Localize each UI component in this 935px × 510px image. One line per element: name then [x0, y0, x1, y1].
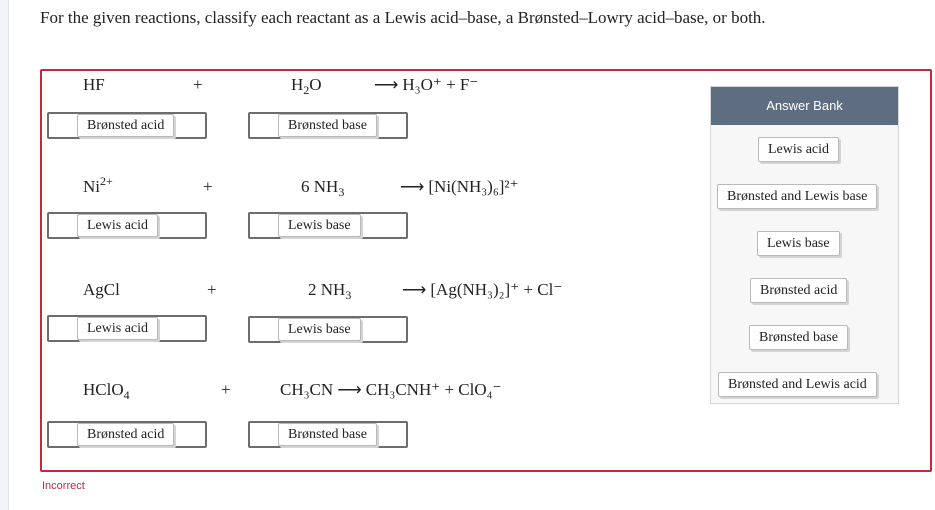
- reaction-4-dropzone-1[interactable]: [47, 421, 207, 448]
- reaction-4-reactant-1: [83, 380, 130, 400]
- reaction-3-products-text: [Ag(NH₃)₂]⁺ + Cl⁻: [430, 280, 563, 299]
- placed-answer-chip[interactable]: Lewis base: [278, 214, 361, 237]
- reaction-4-reactant-2: CH₃CN: [280, 380, 334, 399]
- placed-answer-chip[interactable]: Brønsted base: [278, 114, 377, 137]
- question-text: For the given reactions, classify each reactant as a Lewis acid–base, a Brønsted–Lowry acid–base, or both.: [40, 8, 766, 27]
- reaction-1-arrow: ⟶: [374, 75, 399, 94]
- reaction-2-arrow: ⟶: [400, 177, 425, 196]
- reaction-2-reactant-1-sup: 2+: [100, 174, 113, 188]
- reaction-2-dropzone-1[interactable]: [47, 212, 207, 239]
- placed-answer-chip[interactable]: Brønsted acid: [77, 423, 174, 446]
- reaction-1-reactant-2-main: H: [291, 75, 304, 94]
- placed-answer-chip[interactable]: Lewis acid: [77, 317, 158, 340]
- reaction-3-dropzone-1[interactable]: [47, 315, 207, 342]
- reaction-2-plus: +: [203, 177, 213, 196]
- status-message: Incorrect: [42, 480, 85, 492]
- bank-item-bronsted-and-lewis-acid[interactable]: Brønsted and Lewis acid: [718, 372, 877, 397]
- reaction-1-products: [374, 75, 478, 95]
- reaction-3-products: [402, 280, 562, 300]
- reaction-1-dropzone-2[interactable]: [248, 112, 408, 139]
- bank-item-lewis-acid[interactable]: Lewis acid: [758, 137, 839, 162]
- reaction-3-reactant-1: AgCl: [83, 280, 120, 299]
- reaction-4-dropzone-2[interactable]: [248, 421, 408, 448]
- bank-item-lewis-base[interactable]: Lewis base: [757, 231, 840, 256]
- placed-answer-chip[interactable]: Lewis base: [278, 318, 361, 341]
- reaction-4-reactant-1-main: HClO: [83, 380, 124, 399]
- reaction-2-reactant-2-main: 6 NH: [301, 177, 339, 196]
- reaction-1-plus: +: [193, 75, 203, 94]
- reaction-3-reactant-2-main: 2 NH: [308, 280, 346, 299]
- reaction-2-dropzone-2[interactable]: [248, 212, 408, 239]
- reaction-2-products: [400, 177, 519, 197]
- placed-answer-chip[interactable]: Lewis acid: [77, 214, 158, 237]
- bank-item-bronsted-acid[interactable]: Brønsted acid: [750, 278, 847, 303]
- reaction-1-reactant-2-tail: O: [309, 75, 322, 94]
- reaction-2-reactant-2-sub: 3: [338, 185, 345, 199]
- reaction-3-reactant-2-sub: 3: [345, 288, 352, 302]
- reaction-4-equation: [280, 380, 502, 400]
- reaction-1-products-text: H₃O⁺ + F⁻: [402, 75, 479, 94]
- reaction-4-reactant-1-sub: 4: [123, 388, 130, 402]
- left-gutter: [0, 0, 9, 510]
- reaction-3-reactant-2: [308, 280, 351, 300]
- reaction-3-arrow: ⟶: [402, 280, 427, 299]
- reaction-3-plus: +: [207, 280, 217, 299]
- reaction-2-products-text: [Ni(NH₃)₆]²⁺: [428, 177, 519, 196]
- reaction-4-arrow: ⟶: [337, 380, 362, 399]
- reaction-3-dropzone-2[interactable]: [248, 316, 408, 343]
- placed-answer-chip[interactable]: Brønsted base: [278, 423, 377, 446]
- placed-answer-chip[interactable]: Brønsted acid: [77, 114, 174, 137]
- reaction-2-reactant-2: [301, 177, 344, 197]
- reaction-1-dropzone-1[interactable]: [47, 112, 207, 139]
- bank-item-bronsted-and-lewis-base[interactable]: Brønsted and Lewis base: [717, 184, 877, 209]
- reaction-1-reactant-1: HF: [83, 75, 105, 94]
- answer-bank: [710, 86, 899, 404]
- reaction-2-reactant-1-main: Ni: [83, 177, 100, 196]
- reaction-1-reactant-2-sub: 2: [303, 83, 310, 97]
- reaction-4-products-text: CH₃CNH⁺ + ClO₄⁻: [365, 380, 502, 399]
- reaction-2-reactant-1: [83, 174, 113, 197]
- answer-bank-title: Answer Bank: [711, 87, 898, 125]
- bank-item-bronsted-base[interactable]: Brønsted base: [749, 325, 848, 350]
- reaction-1-reactant-2: [291, 75, 322, 95]
- reaction-4-plus: +: [221, 380, 231, 399]
